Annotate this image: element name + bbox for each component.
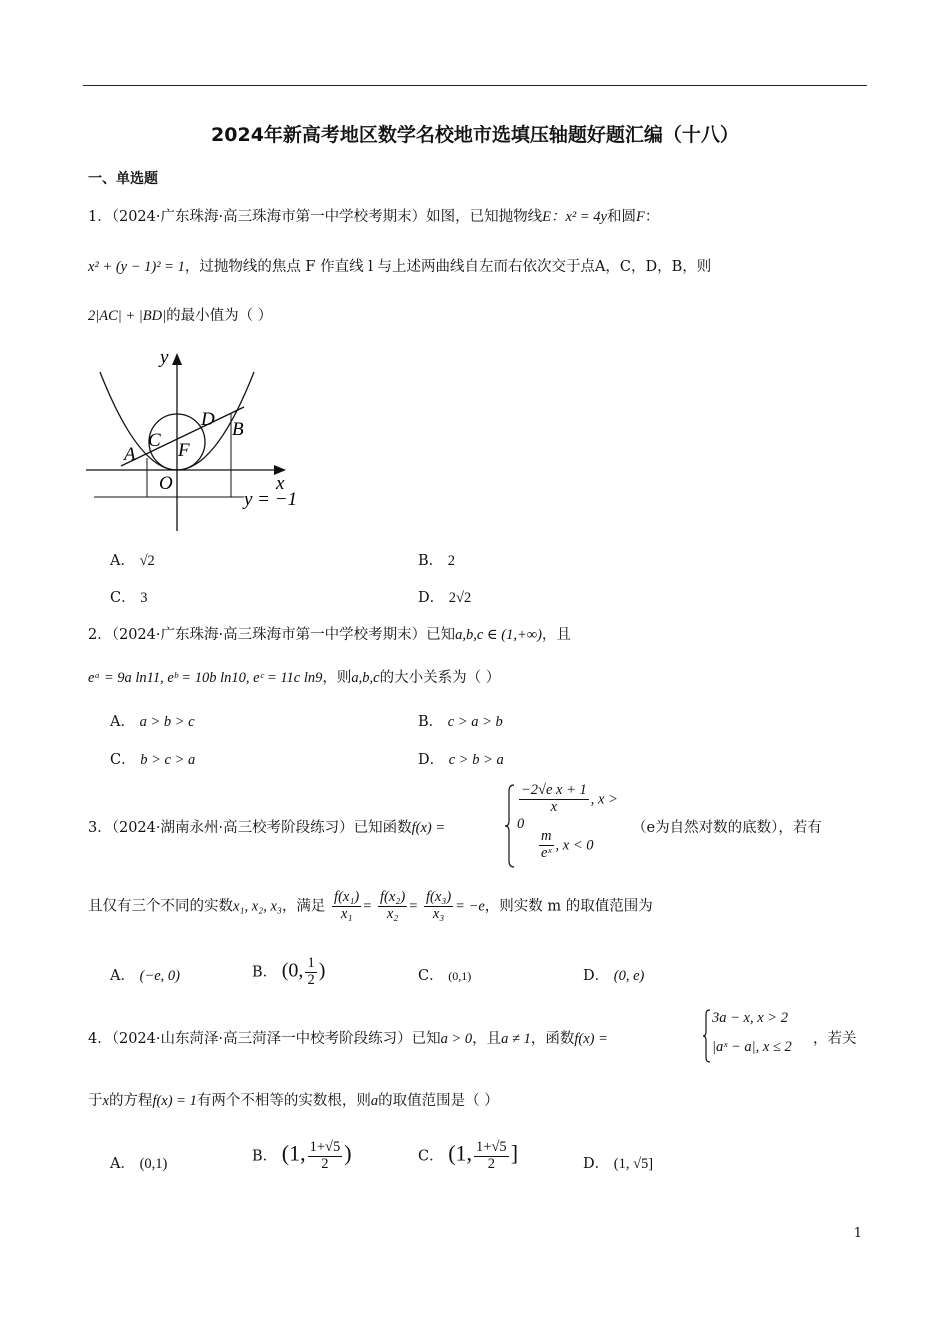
q3-brace [505,783,515,869]
q1-target-expression: 2|AC| + |BD| [88,308,167,324]
q1-line-3 [88,304,272,325]
q3-line-2: 且仅有三个不同的实数x₁, x₂, x₃，满足 $\frac{\text{f(x₁)}}{\text{x₁}}$ = $\frac{\text{f(x₂)}}{\text{x₂}}$ = $\frac{\text{f(x₃)}}{\text{x₃}}$ = −e，则实数 m 的取值范围为 [88,889,653,922]
q1-stem-text: 1．（2024·广东珠海·高三珠海市第一中学校考期末）如图，已知抛物线 [88,209,543,225]
q4-line-1-tail: ，若关 [813,1031,857,1047]
q1-parabola-name: E [542,209,551,225]
q2-option-d[interactable]: D． c > b > a [418,752,504,768]
q2-line-2: eᵃ = 9a ln11, eᵇ = 10b ln10, eᶜ = 11c ln9，则a,b,c的大小关系为（ ） [88,670,501,686]
q1-parabola-equation: ：x² = 4y [550,209,607,225]
q1-line-2-text: ，过抛物线的焦点 F 作直线 l 与上述两曲线自左而右依次交于点A，C，D，B，则 [184,259,712,275]
label-directrix: y = −1 [244,489,298,510]
top-rule [83,85,867,86]
q1-option-c[interactable]: C． 3 [110,590,148,606]
q3-note: （e为自然对数的底数），若有 [632,820,822,836]
q3-option-a[interactable]: A． (−e, 0) [110,968,180,984]
q1-option-a[interactable]: A． √2 [110,553,155,569]
label-c: C [148,430,161,451]
section-heading: 一、单选题 [88,171,158,187]
q1-circle-equation: x² + (y − 1)² = 1 [88,259,185,275]
q2-domain: a,b,c ∈ (1,+∞) [455,627,542,643]
label-b: B [232,419,244,440]
q1-line-1 [88,205,659,226]
q3-piece-1: $\frac{\text{−2√e x + 1}}{x}$ , x > 0 [517,782,618,832]
label-x: x [276,473,285,494]
q2-option-c[interactable]: C． b > c > a [110,752,196,768]
q3-piece-2: $\frac{m}{\text{eˣ}}$ , x < 0 [541,828,594,861]
q4-piecewise [703,1008,813,1064]
q4-piece-2: |aˣ − a|, x ≤ 2 [712,1039,792,1055]
q2-option-b[interactable]: B． c > a > b [418,714,503,730]
page-title: 2024年新高考地区数学名校地市选填压轴题好题汇编（十八） [211,124,739,146]
page-number: 1 [853,1226,862,1241]
q4-option-c[interactable]: C． (1, $\frac{1+√5}{2}$ ] [418,1139,519,1172]
q1-figure [86,345,302,535]
q3-option-d[interactable]: D． (0, e) [583,968,645,984]
q4-line-1: 4．（2024·山东菏泽·高三菏泽一中校考阶段练习）已知a > 0，且a ≠ 1，函数f(x) = [88,1031,608,1047]
q4-option-a[interactable]: A． (0,1) [110,1156,168,1172]
q4-brace [703,1008,711,1064]
q2-option-a[interactable]: A． a > b > c [110,714,195,730]
q3-option-c[interactable]: C． (0,1) [418,968,472,984]
q1-line-2 [88,255,711,276]
q4-stem-text: 4．（2024·山东菏泽·高三菏泽一中校考阶段练习）已知 [88,1031,441,1047]
q3-stem-text: 3．（2024·湖南永州·高三校考阶段练习）已知函数 [88,820,412,836]
y-axis-arrow [172,353,182,365]
q1-colon: ： [644,209,660,225]
q3-option-b[interactable]: B． (0, $\frac{1}{2}$ ) [252,955,326,988]
label-a: A [124,444,136,465]
q1-line-3-text: 的最小值为（ ） [166,308,273,324]
q2-stem-text: 2．（2024·广东珠海·高三珠海市第一中学校考期末）已知 [88,627,456,643]
q1-option-d[interactable]: D． 2√2 [418,590,472,606]
q1-connector: 和圆 [606,209,636,225]
q4-option-b[interactable]: B． (1, $\frac{1+√5}{2}$ ) [252,1139,352,1172]
q3-line-1 [88,816,445,837]
q4-line-2: 于x的方程f(x) = 1有两个不相等的实数根，则a的取值范围是（ ） [88,1093,499,1109]
q4-piece-1: 3a − x, x > 2 [712,1010,788,1026]
label-y: y [160,347,169,368]
q4-option-d[interactable]: D． (1, √5] [583,1156,654,1172]
q2-line-1: 2．（2024·广东珠海·高三珠海市第一中学校考期末）已知a,b,c ∈ (1,+∞)，且 [88,627,571,643]
label-f: F [178,440,190,461]
q3-function-name: f(x) = [411,820,446,836]
q1-option-b[interactable]: B． 2 [418,553,456,569]
q3-piecewise [505,783,625,869]
q2-equations: eᵃ = 9a ln11, eᵇ = 10b ln10, eᶜ = 11c ln9 [88,670,323,686]
label-d: D [201,409,215,430]
q1-circle-name: F [635,209,645,225]
label-o: O [159,473,173,494]
